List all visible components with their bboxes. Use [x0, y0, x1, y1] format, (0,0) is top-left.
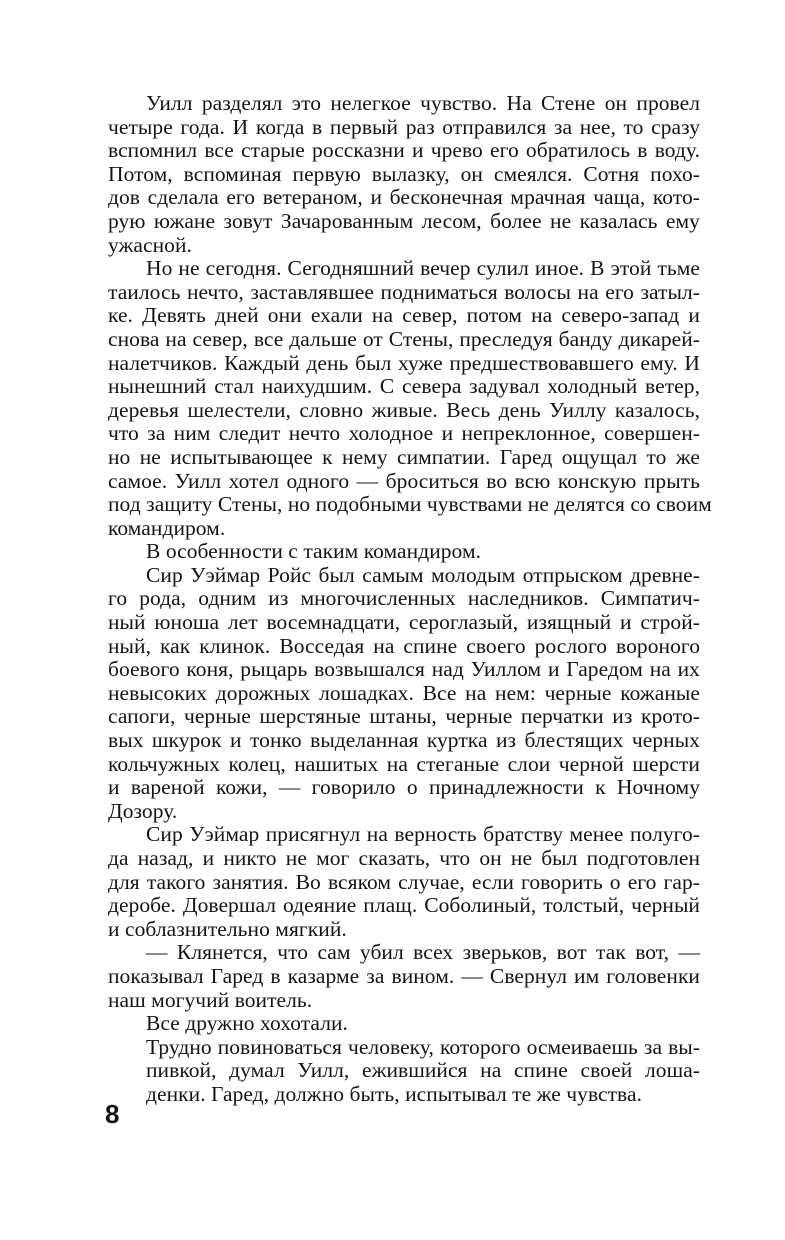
- text-line: сапоги, черные шерстяные штаны, черные перчатки из крото-: [108, 704, 700, 729]
- text-line: Сир Уэймар присягнул на верность братству менее полуго-: [146, 822, 700, 847]
- text-line: ный юноша лет восемнадцати, сероглазый, изящный и строй-: [108, 610, 700, 635]
- text-line: и соблазнительно мягкий.: [108, 916, 347, 941]
- paragraph: [108, 1012, 700, 1036]
- text-line: таилось нечто, заставлявшее подниматься волосы на его затыл-: [108, 279, 700, 304]
- text-line: ужасной.: [108, 232, 192, 257]
- text-line: налетчиков. Каждый день был хуже предшествовавшего ему. И: [108, 350, 700, 375]
- text-line: ке. Девять дней они ехали на север, потом на северо-запад и: [108, 303, 700, 328]
- text-line: что за ним следит нечто холодное и непреклонное, совершен-: [108, 421, 700, 446]
- text-line: нынешний стал наихудшим. С севера задувал холодный ветер,: [108, 374, 700, 399]
- text-line: командиром.: [108, 515, 226, 540]
- text-line: для такого занятия. Во всяком случае, если говорить о его гар-: [108, 869, 700, 894]
- text-line: Дозору.: [108, 798, 178, 823]
- paragraph: [108, 92, 700, 257]
- text-line: деробе. Довершал одеяние плащ. Соболиный, толстый, черный: [108, 893, 700, 918]
- text-line: показывал Гаред в казарме за вином. — Свернул им головенки: [108, 963, 700, 988]
- text-line: невысоких дорожных лошадках. Все на нем: черные кожаные: [108, 680, 700, 705]
- text-line: В особенности с таким командиром.: [146, 539, 482, 564]
- text-line: четыре года. И когда в первый раз отправился за нее, то сразу: [108, 114, 700, 139]
- body-text: [108, 91, 712, 1107]
- text-line: Уилл разделял это нелегкое чувство. На Стене он провел: [146, 91, 700, 115]
- text-line: боевого коня, рыцарь возвышался над Уиллом и Гаредом на их: [108, 657, 700, 682]
- text-line: и вареной кожи, — говорило о принадлежности к Ночному: [108, 775, 700, 800]
- text-line: рую южане зовут Зачарованным лесом, более не казалась ему: [108, 208, 700, 233]
- text-line: денки. Гаред, должно быть, испытывал те же чувства.: [146, 1081, 642, 1106]
- text-line: Сир Уэймар Ройс был самым молодым отпрыском древне-: [146, 562, 700, 587]
- text-line: дов сделала его ветераном, и бесконечная мрачная чаща, кото-: [108, 185, 700, 210]
- paragraph: [108, 941, 700, 1012]
- text-line: Все дружно хохотали.: [146, 1011, 348, 1036]
- paragraph: [108, 256, 712, 540]
- text-line: Потом, вспоминая первую вылазку, он смеялся. Сотня похо-: [108, 161, 700, 186]
- text-line: — Клянется, что сам убил всех зверьков, вот так вот, —: [146, 940, 700, 965]
- text-line: наш могучий воитель.: [108, 987, 313, 1012]
- text-line: вых шкурок и тонко выделанная куртка из блестящих черных: [108, 728, 700, 753]
- text-line: вспомнил все старые россказни и чрево его обратилось в воду.: [108, 138, 700, 163]
- text-line: Трудно повиноваться человеку, которого осмеиваешь за вы-: [146, 1034, 700, 1059]
- text-line: Но не сегодня. Сегодняшний вечер сулил иное. В этой тьме: [146, 256, 700, 281]
- paragraph: [108, 564, 700, 824]
- paragraph: [108, 1036, 700, 1107]
- paragraph: [108, 540, 700, 564]
- paragraph: [108, 823, 700, 941]
- text-line: снова на север, все дальше от Стены, преследуя банду дикарей-: [108, 326, 700, 351]
- text-line: ный, как клинок. Восседая на спине своего рослого вороного: [108, 633, 700, 658]
- text-line: кольчужных колец, нашитых на стеганые слои черной шерсти: [108, 751, 700, 776]
- text-line: под защиту Стены, но подобными чувствами не делятся со своим: [108, 492, 712, 517]
- text-line: пивкой, думал Уилл, ежившийся на спине своей лоша-: [146, 1058, 700, 1083]
- text-line: самое. Уилл хотел одного — броситься во всю конскую прыть: [108, 468, 700, 493]
- text-line: но не испытывающее к нему симпатии. Гаред ощущал то же: [108, 444, 700, 469]
- text-line: го рода, одним из многочисленных наследников. Симпатич-: [108, 586, 700, 611]
- text-line: да назад, и никто не мог сказать, что он не был подготовлен: [108, 846, 700, 870]
- page-number: 8: [105, 1099, 120, 1129]
- text-line: деревья шелестели, словно живые. Весь день Уиллу казалось,: [108, 397, 700, 422]
